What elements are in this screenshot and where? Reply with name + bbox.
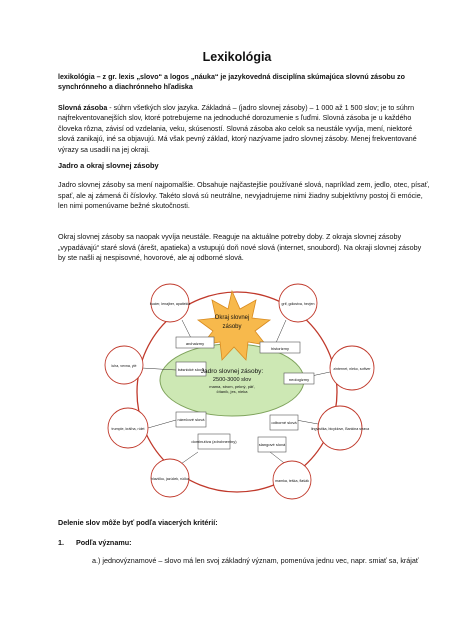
list-item-a-text: jednovýznamové – slovo má len svoj základný význam, pomenúva jednu vec, napr. smiať sa, krájať (102, 556, 419, 565)
bubble-1-text: bucier, lenajber, apatiekia (149, 302, 191, 306)
delenie-heading: Delenie slov môže byť podľa viacerých kritérií: (58, 518, 218, 527)
bubble-7-text: hlavičku, jazúček, rúčka (151, 477, 189, 481)
slovna-zasoba-term: Slovná zásoba (58, 104, 108, 112)
list-item-1 (58, 538, 132, 547)
list-item-1-text: Podľa významu: (76, 538, 132, 547)
okraj-paragraph: Okraj slovnej zásoby sa naopak vyvíja neustále. Reaguje na aktuálne potreby doby. Z okraja slovnej zásoby „vypadávajú“ staré slová (árešt, apatieka) a vstupujú doň nové slová (internet, snoubord). Na okraji slovnej zásoby by ste našli aj nespisovné, hovorové, ale aj odborné slová. (58, 232, 422, 262)
jadro-title: Jadro slovnej zásoby: (200, 368, 264, 375)
box-odborne-label: odborné slová (271, 420, 297, 425)
box-dominutiva-label: dominutíva (zdrobneniny) (191, 439, 237, 444)
page-title: Lexikológia (202, 50, 272, 64)
box-basnicke-label: básnické slová (177, 367, 205, 372)
bubble-8-text: mamka, teška, flašák (275, 479, 309, 483)
list-item-1-num: 1. (58, 538, 64, 547)
list-item-a-mark: a.) (92, 556, 101, 565)
bubble-3-text: luha, vevna, ylé (111, 364, 137, 368)
jadro-paragraph: Jadro slovnej zásoby sa mení najpomalšie. Obsahuje najčastejšie používané slová, napríklad zem, jedlo, otec, písať, spať, ale aj zámená či číslovky. Takéto slová sú neutrálne, nevyjadrujeme nimi žiadny subjektívny postoj či emócie, len nimi pomenúvame bežné skutočnosti. (58, 180, 430, 210)
list-item-a (92, 556, 432, 567)
jadro-examples-2: čítaník, jes, nieka (216, 389, 248, 394)
box-historizmy-label: historizmy (270, 346, 290, 351)
heading-jadro-okraj: Jadro a okraj slovnej zásoby (58, 161, 159, 170)
okraj-label-2: zásoby (222, 324, 242, 330)
bubble-5-text: trumple, kráľna, rúlet (111, 427, 145, 431)
box-neologizmy-label: neologizmy (288, 377, 310, 382)
okraj-label-1: Okraj slovnej (214, 315, 250, 321)
box-nares-label: nárečové slová (177, 417, 205, 422)
jadro-count: 2500-3000 slov (212, 377, 252, 383)
intro-lead: lexikológia – z gr. lexis „slovo“ a logos „náuka“ je jazykovedná disciplína skúmajúca slovnú zásobu zo synchrónneho a diachrónneho hľadiska (58, 73, 405, 92)
bubble-2-text: grif, gdiostva, hevjen (281, 302, 315, 306)
slovna-zasoba-text: - súhrn všetkých slov jazyka. Základná – (jadro slovnej zásoby) – 1 000 až 1 500 slov; je to súhrn najfrekventovanejších slov, ktoré potrebujeme na jednoduché dorozumenie s ľuďmi. Slovná zásoba je u každého človeka rôzna, závisí od vzdelania, veku, skúseností. Slovná zásoba ako celok sa neustále vyvíja, mení, niektoré slová zanikajú, iné sa objavujú. Má však pevný základ, ktorý nazývame jadro slovnej zásoby. Menej frekventované výrazy sa usadili na jej okraji. (58, 104, 417, 154)
bubble-4-text: zinternet, nleko, softver (333, 367, 371, 371)
bubble-6-text: lingvistika, bicyklovn, Bankina strava (310, 427, 370, 431)
jadro-examples-1: mama, strom, pekný, päť, (209, 384, 255, 389)
box-archaizmy-label: archaizmy (185, 341, 205, 346)
box-slangove-label: slangové slová (258, 442, 286, 447)
